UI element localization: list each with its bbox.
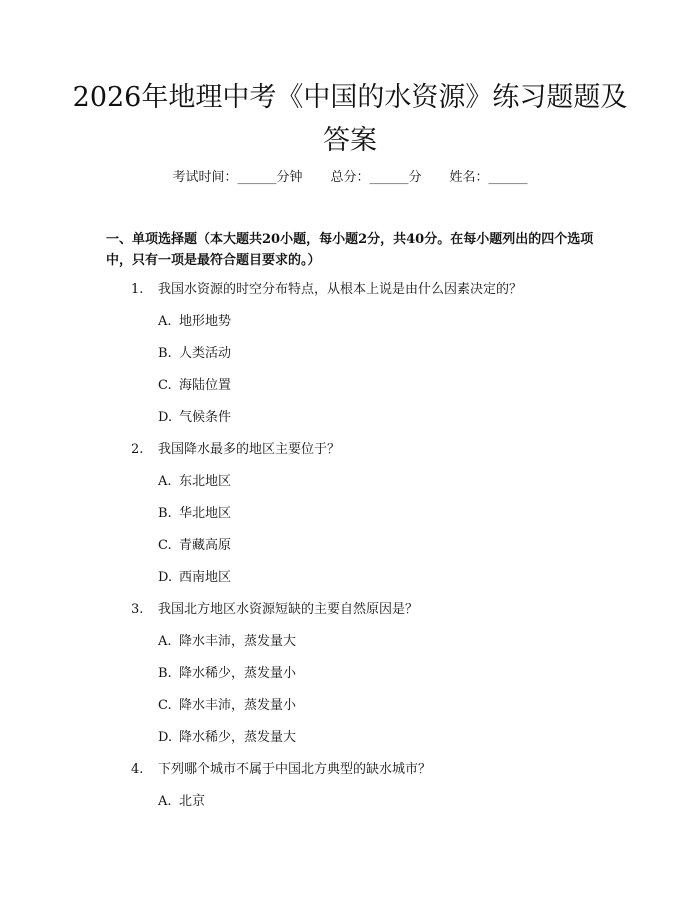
option-text: 降水稀少，蒸发量小 <box>179 666 297 681</box>
question-stem: 我国降水最多的地区主要位于？ <box>158 442 341 457</box>
option-letter: C. <box>158 378 172 393</box>
total-score-field: 总分：______分 <box>330 170 422 185</box>
option-text: 海陆位置 <box>179 378 232 393</box>
answer-option <box>0 664 700 696</box>
answer-option <box>0 696 700 728</box>
option-text: 北京 <box>179 794 206 809</box>
question-list <box>0 280 700 824</box>
question-number: 3. <box>131 602 144 617</box>
answer-option <box>0 344 700 376</box>
answer-option <box>0 376 700 408</box>
option-letter: A. <box>158 794 172 809</box>
question-item <box>0 440 700 472</box>
answer-option <box>0 408 700 440</box>
section-heading: 一、单项选择题（本大题共20小题，每小题2分，共40分。在每小题列出的四个选项中，只有一项是最符合题目要求的。） <box>106 232 594 268</box>
option-letter: A. <box>158 474 172 489</box>
option-text: 人类活动 <box>179 346 232 361</box>
option-text: 东北地区 <box>179 474 232 489</box>
answer-option <box>0 568 700 600</box>
option-text: 青藏高原 <box>179 538 232 553</box>
option-letter: B. <box>158 666 172 681</box>
question-item <box>0 760 700 792</box>
answer-option <box>0 728 700 760</box>
question-stem: 下列哪个城市不属于中国北方典型的缺水城市？ <box>158 762 432 777</box>
option-letter: C. <box>158 698 172 713</box>
answer-option <box>0 472 700 504</box>
option-letter: C. <box>158 538 172 553</box>
answer-option <box>0 536 700 568</box>
question-item <box>0 600 700 632</box>
option-letter: D. <box>158 730 173 745</box>
question-number: 4. <box>131 762 144 777</box>
option-text: 地形地势 <box>179 314 232 329</box>
option-text: 气候条件 <box>179 410 232 425</box>
question-number: 1. <box>131 282 144 297</box>
answer-option <box>0 504 700 536</box>
answer-option <box>0 312 700 344</box>
option-letter: D. <box>158 570 173 585</box>
question-stem: 我国水资源的时空分布特点，从根本上说是由什么因素决定的？ <box>158 282 523 297</box>
question-stem: 我国北方地区水资源短缺的主要自然原因是？ <box>158 602 419 617</box>
answer-option <box>0 632 700 664</box>
option-text: 降水丰沛，蒸发量大 <box>179 634 297 649</box>
question-number: 2. <box>131 442 144 457</box>
question-item <box>0 280 700 312</box>
option-letter: B. <box>158 506 172 521</box>
exam-meta-line <box>0 168 700 188</box>
option-text: 降水稀少，蒸发量大 <box>179 730 297 745</box>
option-text: 华北地区 <box>179 506 232 521</box>
option-text: 降水丰沛，蒸发量小 <box>179 698 297 713</box>
document-title: 2026年地理中考《中国的水资源》练习题题及答案 <box>72 82 628 156</box>
option-letter: A. <box>158 634 172 649</box>
option-letter: A. <box>158 314 172 329</box>
option-letter: D. <box>158 410 173 425</box>
option-letter: B. <box>158 346 172 361</box>
option-text: 西南地区 <box>179 570 232 585</box>
answer-option <box>0 792 700 824</box>
student-name-field: 姓名：______ <box>449 170 528 185</box>
exam-time-field: 考试时间：______分钟 <box>172 170 303 185</box>
